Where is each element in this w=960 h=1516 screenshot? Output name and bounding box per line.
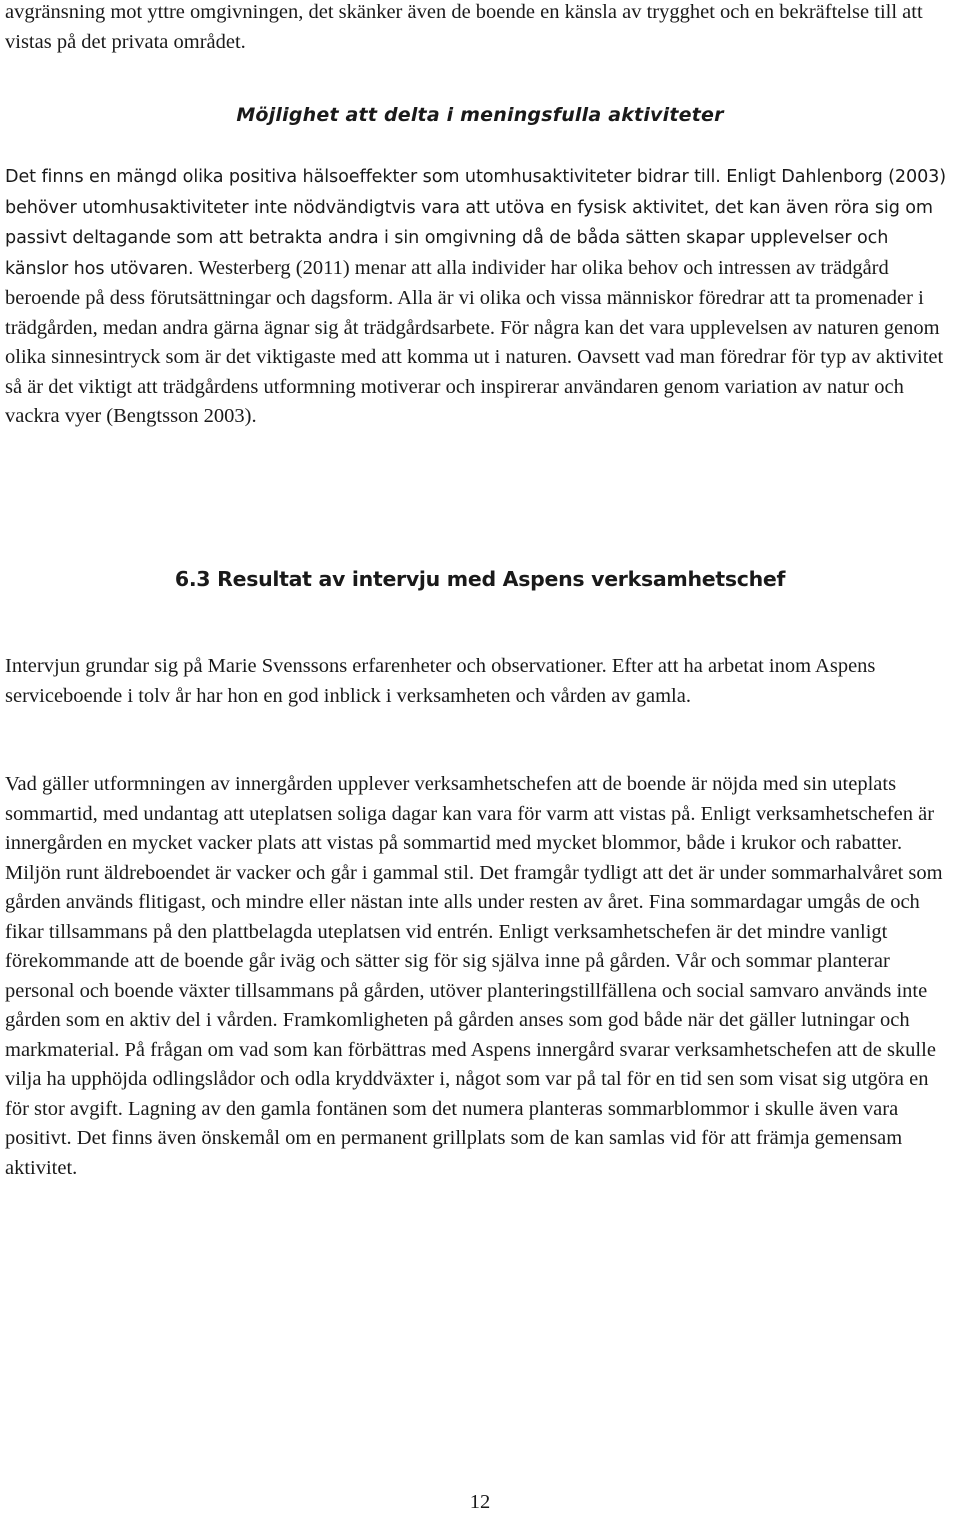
activities-paragraph: [5, 162, 955, 432]
interview-intro-paragraph: Intervjun grundar sig på Marie Svenssons erfarenheter och observationer. Efter att ha arbetat inom Aspens serviceboende i tolv år har hon en god inblick i verksamheten och vården av gamla.: [5, 655, 876, 707]
page-number: 12: [469, 1491, 491, 1513]
activities-paragraph-serif-part: Westerberg (2011) menar att alla individer har olika behov och intressen av trädgård beroende på dess förutsättningar och dagsform. Alla är vi olika och vissa människor föredrar att ta promenader i trädgården, medan andra gärna ägnar sig åt trädgårdsarbete. För några kan det vara upplevelsen av naturen genom olika sinnesintryck som är det viktigaste med att komma ut i naturen. Oavsett vad man föredrar för typ av aktivitet så är det viktigt att trädgårdens utformning motiverar och inspirerar användaren genom variation av natur och vackra vyer (Bengtsson 2003).: [5, 256, 944, 427]
interview-body-paragraph: Vad gäller utformningen av innergården upplever verksamhetschefen att de boende är nöjda med sin uteplats sommartid, med undantag att uteplatsen soliga dagar kan vara för varm att vistas på. Enligt verksamhetschefen är innergården en mycket vacker plats att vistas på sommartid med mycket blommor, både i krukor och rabatter. Miljön runt äldreboendet är vacker och går i gammal stil. Det framgår tydligt att det är under sommarhalvåret som gården används flitigast, och mindre eller nästan inte alls under resten av året. Fina sommardagar umgås de och fikar tillsammans på den plattbelagda uteplatsen vid entrén. Enligt verksamhetschefen är det mindre vanligt förekommande att de boende går iväg och sätter sig för sig själva inne på gården. Vår och sommar planterar personal och boende växter tillsammans på gården, utöver planteringstillfällena och social samvaro används inte gården som en aktiv del i vården. Framkomligheten på gården anses som god både när det gäller lutningar och markmaterial. På frågan om vad som kan förbättras med Aspens innergård svarar verksamhetschefen att de skulle vilja ha upphöjda odlingslådor och odla kryddväxter i, något som var på tal för en tid sen som visat sig utgöra en för stor avgift. Lagning av den gamla fontänen som det numera planteras sommarblommor i skulle även vara positivt. Det finns även önskemål om en permanent grillplats som de kan samlas vid för att främja gemensam aktivitet.: [5, 773, 943, 1179]
continuation-paragraph: avgränsning mot yttre omgivningen, det skänker även de boende en känsla av trygghet och en bekräftelse till att vistas på det privata området.: [5, 1, 923, 53]
subsection-heading: Möjlighet att delta i meningsfulla aktiviteter: [236, 104, 724, 126]
activities-paragraph-sans-part: Det finns en mängd olika positiva hälsoeffekter som utomhusaktiviteter bidrar till. Enligt Dahlenborg (2003) behöver utomhusaktiviteter inte nödvändigtvis vara att utöva en fysisk aktivitet, det kan även röra sig om passivt deltagande som att betrakta andra i sin omgivning då de båda sätten skapar upplevelser och känslor hos utövaren.: [5, 167, 947, 279]
section-heading: 6.3 Resultat av intervju med Aspens verksamhetschef: [174, 567, 786, 591]
